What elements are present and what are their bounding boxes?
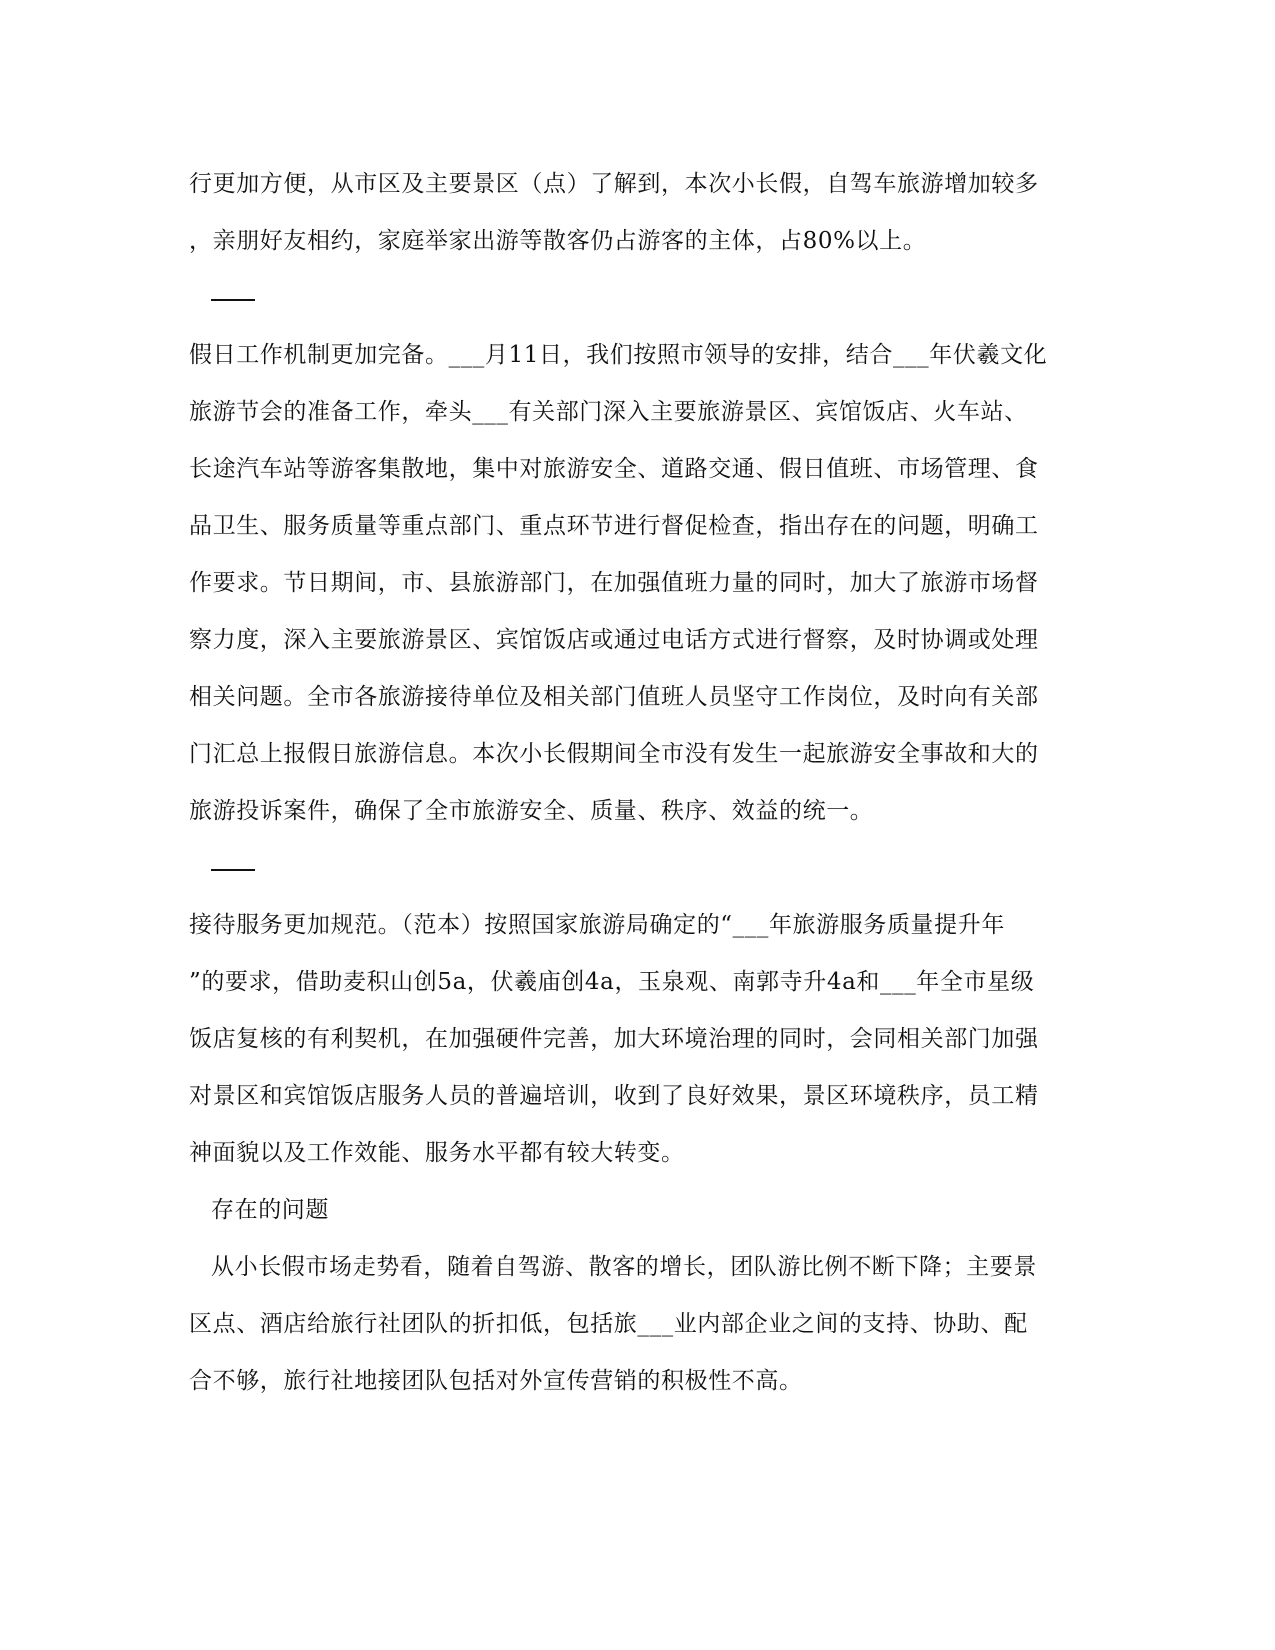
paragraph-line: ，亲朋好友相约，家庭举家出游等散客仍占游客的主体，占80%以上。 xyxy=(189,228,927,254)
paragraph-line: 旅游节会的准备工作，牵头___有关部门深入主要旅游景区、宾馆饭店、火车站、 xyxy=(189,399,1028,425)
paragraph-line: 品卫生、服务质量等重点部门、重点环节进行督促检查，指出存在的问题，明确工 xyxy=(189,513,1039,539)
paragraph-line: 相关问题。全市各旅游接待单位及相关部门值班人员坚守工作岗位，及时向有关部 xyxy=(189,684,1039,710)
paragraph-line: 长途汽车站等游客集散地，集中对旅游安全、道路交通、假日值班、市场管理、食 xyxy=(189,456,1039,482)
section-heading: 存在的问题 xyxy=(211,1197,329,1223)
paragraph-line: ”的要求，借助麦积山创5a，伏羲庙创4a，玉泉观、南郭寺升4a和___年全市星级 xyxy=(189,969,1035,995)
section-dash xyxy=(211,299,255,301)
paragraph-line: 作要求。节日期间，市、县旅游部门，在加强值班力量的同时，加大了旅游市场督 xyxy=(189,570,1039,596)
paragraph-line: 对景区和宾馆饭店服务人员的普遍培训，收到了良好效果，景区环境秩序，员工精 xyxy=(189,1083,1039,1109)
paragraph-line: 饭店复核的有利契机，在加强硬件完善，加大环境治理的同时，会同相关部门加强 xyxy=(189,1026,1039,1052)
paragraph-line: 接待服务更加规范。（范本）按照国家旅游局确定的“___年旅游服务质量提升年 xyxy=(189,912,1005,938)
paragraph-line: 旅游投诉案件，确保了全市旅游安全、质量、秩序、效益的统一。 xyxy=(189,798,874,824)
paragraph-line: 区点、酒店给旅行社团队的折扣低，包括旅___业内部企业之间的支持、协助、配 xyxy=(189,1311,1028,1337)
section-dash xyxy=(211,869,255,871)
paragraph-line: 从小长假市场走势看，随着自驾游、散客的增长，团队游比例不断下降；主要景 xyxy=(211,1254,1037,1280)
paragraph-line: 行更加方便，从市区及主要景区（点）了解到，本次小长假，自驾车旅游增加较多 xyxy=(189,171,1039,197)
paragraph-line: 合不够，旅行社地接团队包括对外宣传营销的积极性不高。 xyxy=(189,1368,803,1394)
paragraph-line: 门汇总上报假日旅游信息。本次小长假期间全市没有发生一起旅游安全事故和大的 xyxy=(189,741,1039,767)
paragraph-line: 察力度，深入主要旅游景区、宾馆饭店或通过电话方式进行督察，及时协调或处理 xyxy=(189,627,1039,653)
paragraph-line: 假日工作机制更加完备。___月11日，我们按照市领导的安排，结合___年伏羲文化 xyxy=(189,342,1048,368)
paragraph-line: 神面貌以及工作效能、服务水平都有较大转变。 xyxy=(189,1140,685,1166)
